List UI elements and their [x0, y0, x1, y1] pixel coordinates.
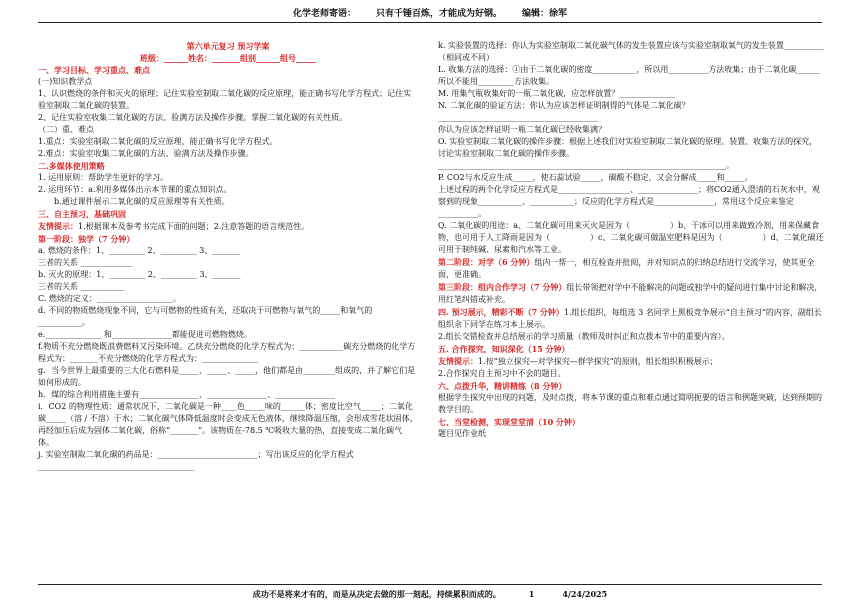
question-e: e.______________ 和_______________都能促进可燃物燃烧。 [38, 330, 252, 339]
stage-2 [438, 256, 824, 281]
question-d: d. 不同的物质燃烧现象不同，它与可燃物的性质有关，还取决于可燃物与氧气的_____和氧气的___________。 [38, 306, 373, 327]
question-j: j. 实验室制取二氧化碳的药品是：_________________________；写出该反应的化学方程式_______________________________________ [38, 450, 354, 471]
stage-3-text: 组长带领把对学中不能解决的问题或独学中的疑问进行集中讨论和解决，用红笔纠错或补充。 [438, 283, 823, 304]
question-m: M. 用集气瓶收集好的一瓶二氧化碳，应怎样放置？______________ [438, 89, 676, 98]
section-5-heading: 五. 合作探究，知识深化（15 分钟） [438, 344, 570, 354]
stage-3-heading: 第三阶段：组内合作学习（7 分钟） [438, 282, 567, 292]
section-2-p1: 1. 运用原则：帮助学生更好的学习。 [38, 173, 169, 182]
section-1-sub2: （二）重、难点 [38, 125, 94, 134]
section-7-heading: 七、当堂检测，实现堂堂清（10 分钟） [438, 417, 580, 427]
stage-3 [438, 281, 824, 306]
question-q: Q. 二氧化碳的用途：a、二氧化碳可用来灭火是因为（ ）b、干冰可以用来做致冷剂，用来保藏食物，也可用于人工降雨是因为（ ）c、二氧化碳可做温室肥料是因为（ ）d、二氧化碳还可用于制纯碱、尿素和汽水等工业。 [438, 221, 824, 254]
tip-label: 友情提示： [38, 221, 78, 231]
question-n: N. 二氧化碳的验证方法：你认为应该怎样证明制得的气体是二氧化碳？________________________________________ [438, 101, 690, 122]
section-5-tip-label: 友情提示： [438, 356, 478, 366]
tip-text: 1.根据课本及参考书完成下面的问题；2.注意答题的语言规范性。 [78, 222, 310, 231]
footer-date: 4/24/2025 [562, 589, 608, 599]
section-5-tip [438, 355, 824, 368]
stage-2-heading: 第二阶段：对学（6 分钟） [438, 257, 535, 267]
section-4-text: 1.组长组织，每组选 3 名同学上黑板竞争展示“自主预习”的内容，副组长组织余下同学在练习本上展示。 [438, 308, 822, 329]
header-left: 化学老师寄语： [292, 9, 356, 19]
section-1-p4: 2.难点：实验室收集二氧化碳的方法、验满方法及操作步骤。 [38, 149, 254, 158]
header-mid: 只有千锤百炼，才能成为好钢。 [375, 9, 502, 19]
header-rule [38, 22, 822, 23]
question-n2: 你认为应该怎样证明一瓶二氧化碳已经收集满？ [438, 125, 606, 134]
section-1-p1: 1、认识燃烧的条件和灭火的原理；记住实验室制取二氧化碳的反应原理，能正确书写化学方程式；记住实验室制取二氧化碳的装置。 [38, 89, 412, 110]
section-2-p2: 2. 运用环节：a.利用多媒体出示本节课的重点知识点。 [38, 185, 232, 194]
section-4-heading: 四. 预习展示，精彩不断（7 分钟） [438, 307, 564, 317]
question-i: i．CO2 的物理性质：通常状况下，二氧化碳是一种____色_____味的______体；密度比空气_____；二氧化碳_____（溶 / 不溶）于水；二氧化碳气体降低温度时会变成无色液体，继续降温压缩，会形成雪花状固体，再经加压后成为固体二氧化碳，俗称“_______”。该物质在-78.5 ℃吸收大量的热，直接变成二氧化碳气体。 [38, 402, 418, 447]
question-a: a. 燃烧的条件：1、_________ 2、_________ 3、_______ [38, 246, 241, 255]
question-b2: 三者的关系 ___________ [38, 282, 125, 291]
section-6-heading: 六、点拨升华，精讲精练（8 分钟） [438, 381, 567, 391]
stage-1-heading: 第一阶段：独学（7 分钟） [38, 234, 135, 244]
section-6-text: 根据学生探究中出现的问题，及时点拨，将本节课的重点和难点通过简明扼要的语言和例题突破，达到预期的教学目的。 [438, 393, 822, 414]
stage-2-text: 组内一帮一，相互检查并批阅，并对知识点的归纳总结进行交流学习，使其更全面，更准确。 [438, 258, 815, 279]
footer-motto: 成功不是将来才有的，而是从决定去做的那一刻起，持续累积而成的。 [252, 589, 501, 599]
class-line: 班级：______姓名：_______组别______组号_____ [140, 53, 316, 63]
right-column [438, 40, 824, 440]
page-number: 1 [528, 589, 535, 599]
question-p1: P. CO2与水反应生成_____，使石蕊试验_____，碳酸不稳定，又会分解成_____和_____。 [438, 173, 753, 182]
question-p2: 上述过程的两个化学反应方程式是__________________、_______________；将CO2通入澄清的石灰水中，观察到的现象___________、___________；反应的化学方程式是_______________，常用这个反应来鉴定__________。 [438, 185, 820, 218]
question-k: k. 实验装置的选择：你认为实验室制取二氧化碳气体的发生装置应该与实验室制取氧气的发生装置__________（相同或不同） [438, 41, 824, 62]
section-4 [438, 306, 824, 331]
question-a2: 三者的关系 _____________ [38, 258, 133, 267]
section-2-p3: b.通过课件展示二氧化碳的反应原理等有关性质。 [54, 197, 230, 206]
question-f: f.物质不充分燃烧既浪费燃料又污染环境。乙炔充分燃烧的化学方程式为：___________碳充分燃烧的化学方程式为：_______不充分燃烧的化学方程式为：______________ [38, 342, 416, 363]
section-5-tip2: 2.合作探究自主预习中不会的题目。 [438, 369, 566, 378]
question-h: h．煤的综合利用措施主要有_______________、_______________、_______________ [38, 390, 336, 399]
section-4-text2: 2.组长交错检查并总结展示的学习质量（教师及时纠正和点拨本节中的重要内容）。 [438, 332, 730, 341]
doc-title: 第六单元复习 预习学案 [186, 41, 270, 51]
section-5-tip-text: 1.按“独立探究—对学探究—群学探究”的原则，组长组织积极展示； [478, 357, 718, 366]
section-2-heading: 二.多媒体使用策略 [38, 161, 105, 171]
left-column [38, 40, 418, 473]
section-7-text: 题目见作业纸 [438, 429, 486, 438]
question-o-blank: ________________________________________________________________________。 [438, 161, 734, 170]
section-1-p2: 2、记住实验室收集二氧化碳的方法、验满方法及操作步骤。掌握二氧化碳的有关性质。 [38, 113, 348, 122]
section-3-heading: 三、自主预习，基础巩固 [38, 209, 126, 219]
section-1-heading: 一、学习目标、学习重点、难点 [38, 65, 150, 75]
section-1-p3: 1.重点：实验室制取二氧化碳的反应原理，能正确书写化学方程式。 [38, 137, 278, 146]
question-o: O. 实验室制取二氧化碳的操作步骤：根据上述我们对实验室制取二氧化碳的原理、装置、收集方法的探究，讨论实验室制取二氧化碳的操作步骤。 [438, 137, 818, 158]
section-1-sub: (一)知识教学点 [38, 77, 93, 86]
question-b: b. 灭火的原理：1、_________ 2、_________ 3、_______ [38, 270, 241, 279]
footer-rule [38, 584, 822, 585]
page-footer [0, 589, 860, 600]
question-g: g．当今世界上最重要的三大化石燃料是_____、_____、_____，他们都是由________组成的，并了解它们是如何形成的。 [38, 366, 416, 387]
header-right: 编辑：徐军 [522, 9, 568, 19]
page-header [0, 6, 860, 19]
question-l: L. 收集方法的选择：①由于二氧化碳的密度___________，所以用__________方法收集；由于二氧化碳______所以不能用_________方法收集。 [438, 65, 821, 86]
section-3-tip [38, 220, 418, 233]
question-c: C. 燃烧的定义：___________________。 [38, 294, 181, 303]
